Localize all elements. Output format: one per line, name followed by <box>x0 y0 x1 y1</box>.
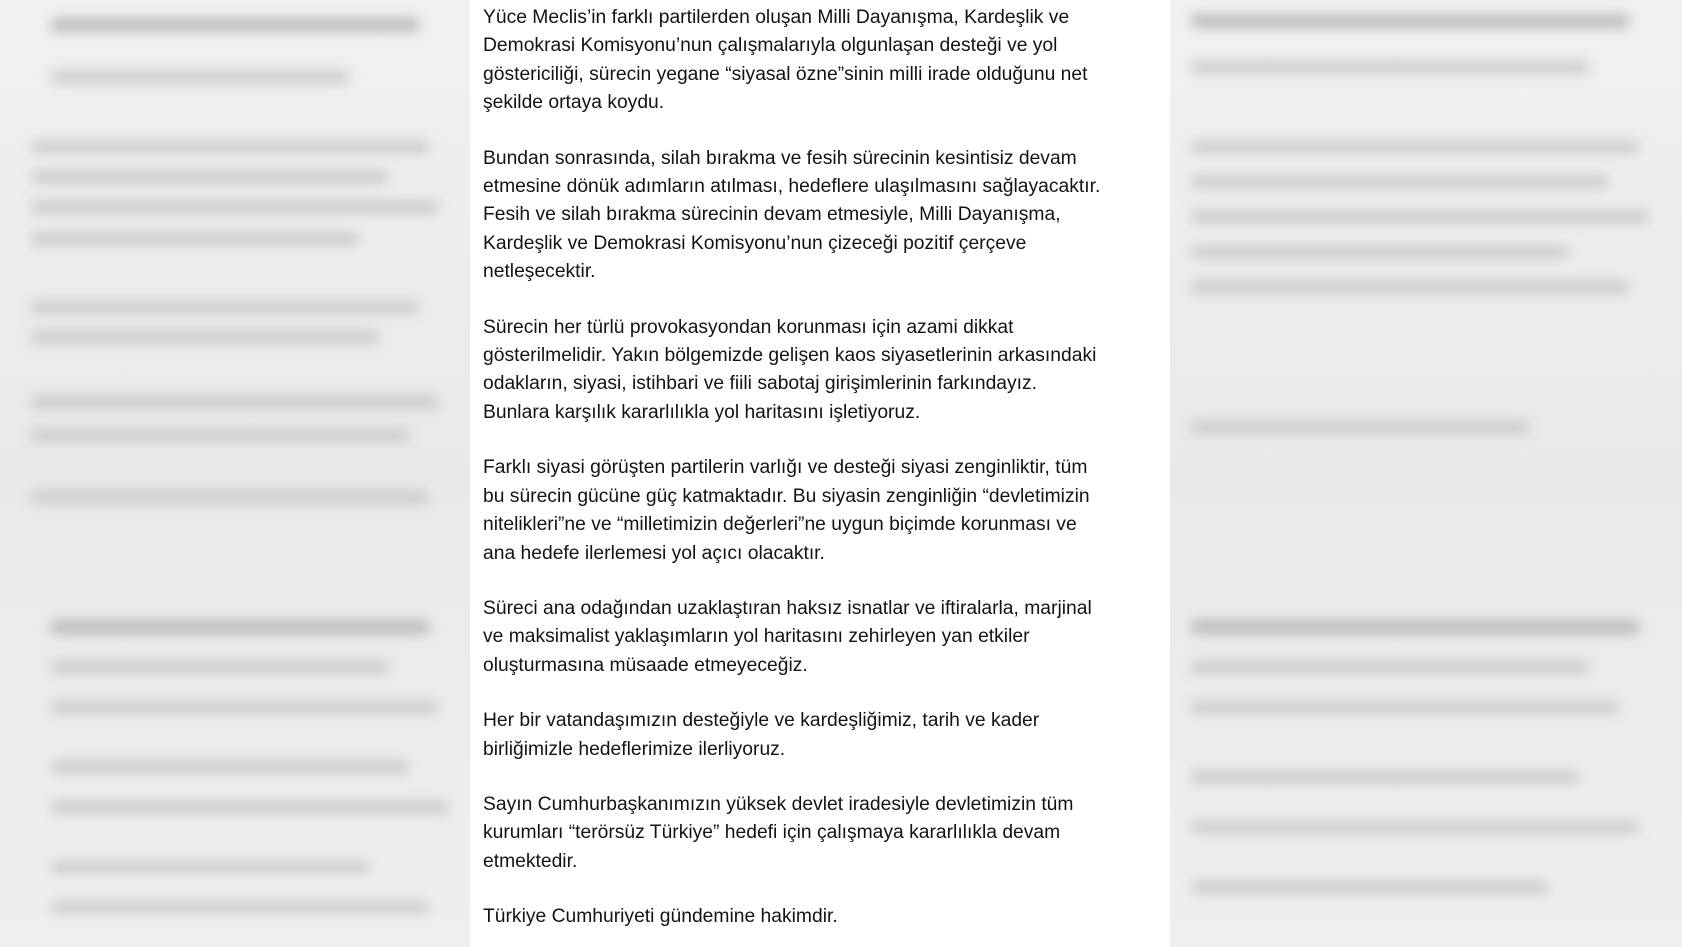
blurred-text-line <box>50 620 430 634</box>
blurred-text-line <box>1190 14 1630 28</box>
blurred-text-line <box>1190 60 1590 74</box>
statement-paragraph: Süreci ana odağından uzaklaştıran haksız isnatlar ve iftiralarla, marjinal ve maksimalist yaklaşımların yol haritasını zehirleyen yan etkiler oluşturmasına müsaade etmeyeceğiz. <box>483 597 1092 676</box>
blurred-background-right <box>1170 0 1682 947</box>
blurred-text-line <box>50 900 430 914</box>
statement-paragraph: Bundan sonrasında, silah bırakma ve fesih sürecinin kesintisiz devam etmesine dönük adımların atılması, hedeflere ulaşılmasını sağlayacaktır. Fesih ve silah bırakma sürecinin devam etmesiyle, Milli Dayanışma, Kardeşlik ve Demokrasi Komisyonu’nun çizeceği pozitif çerçeve netleşecektir. <box>483 147 1101 283</box>
blurred-text-line <box>1190 245 1570 259</box>
blurred-text-line <box>1190 175 1610 189</box>
blurred-text-line <box>50 18 420 32</box>
blurred-text-line <box>30 170 390 184</box>
blurred-text-line <box>1190 770 1580 784</box>
statement-card <box>470 0 1170 947</box>
statement-paragraph: Yüce Meclis’in farklı partilerden oluşan Milli Dayanışma, Kardeşlik ve Demokrasi Komisyonu’nun çalışmalarıyla olgunlaşan desteği ve yol göstericiliği, sürecin yegane “siyasal özne”sinin milli irade olduğunu net şekilde ortaya koydu. <box>483 7 1088 114</box>
statement-paragraph: Her bir vatandaşımızın desteğiyle ve kardeşliğimiz, tarih ve kader birliğimizle hedeflerimize ilerliyoruz. <box>483 710 1040 760</box>
blurred-text-line <box>1190 820 1640 834</box>
blurred-text-line <box>30 200 440 214</box>
blurred-text-line <box>1190 880 1550 894</box>
blurred-text-line <box>50 700 440 714</box>
statement-paragraph: Farklı siyasi görüşten partilerin varlığı ve desteği siyasi zenginliktir, tüm bu sürecin gücüne güç katmaktadır. Bu siyasin zenginliğin “devletimizin nitelikleri”ne ve “milletimizin değerleri”ne uygun biçimde korunması ve ana hedefe ilerlemesi yol açıcı olacaktır. <box>483 457 1090 564</box>
blurred-text-line <box>1190 660 1590 674</box>
blurred-text-line <box>50 70 350 84</box>
blurred-text-line <box>1190 700 1620 714</box>
blurred-text-line <box>1190 620 1640 634</box>
statement-paragraph: Sayın Cumhurbaşkanımızın yüksek devlet iradesiyle devletimizin tüm kurumları “terörsüz Türkiye” hedefi için çalışmaya kararlılıkla devam etmektedir. <box>483 793 1074 872</box>
blurred-text-line <box>30 330 380 344</box>
blurred-text-line <box>30 300 420 314</box>
blurred-text-line <box>1190 210 1650 224</box>
blurred-text-line <box>1190 420 1530 434</box>
blurred-text-line <box>1190 140 1640 154</box>
statement-paragraph: Sürecin her türlü provokasyondan korunması için azami dikkat gösterilmelidir. Yakın bölgemizde gelişen kaos siyasetlerinin arkasındaki odakların, siyasi, istihbari ve fiili sabotaj girişimlerinin farkındayız. Bunlara karşılık kararlılıkla yol haritasını işletiyoruz. <box>483 316 1097 423</box>
blurred-text-line <box>50 660 390 674</box>
blurred-text-line <box>30 490 430 504</box>
blurred-text-line <box>50 800 450 814</box>
blurred-text-line <box>30 140 430 154</box>
blurred-background-left <box>0 0 470 947</box>
blurred-text-line <box>30 428 410 442</box>
blurred-text-line <box>50 860 370 874</box>
blurred-text-line <box>50 760 410 774</box>
blurred-text-line <box>30 395 440 409</box>
blurred-text-line <box>30 232 360 246</box>
statement-paragraph: Türkiye Cumhuriyeti gündemine hakimdir. <box>483 906 838 928</box>
blurred-text-line <box>1190 280 1630 294</box>
